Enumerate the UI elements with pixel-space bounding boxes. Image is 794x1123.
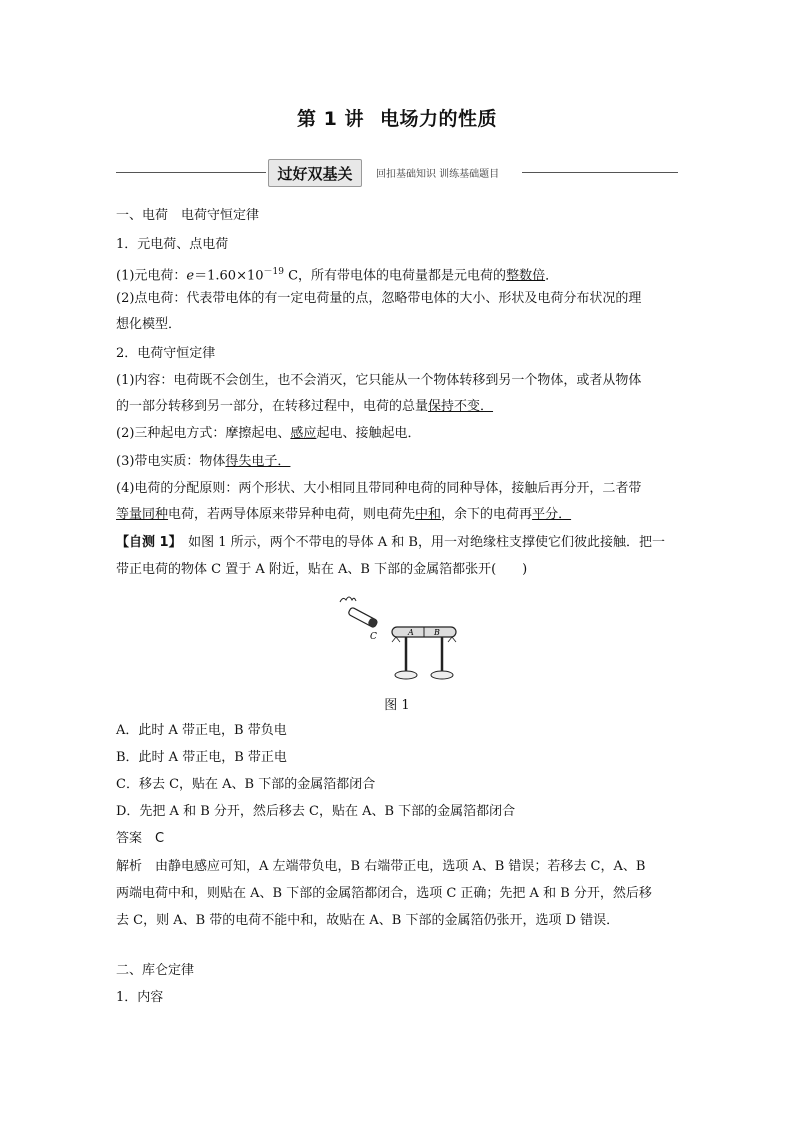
paragraph-conservation-l1: (1)内容：电荷既不会创生，也不会消灭，它只能从一个物体转移到另一个物体，或者从物体 bbox=[116, 373, 642, 388]
question-tag: 【自测 1】 bbox=[116, 535, 176, 550]
paragraph-point-charge-l1: (2)点电荷：代表带电体的有一定电荷量的点，忽略带电体的大小、形状及电荷分布状况的理 bbox=[116, 291, 642, 306]
lecture-number: 第 1 讲 bbox=[297, 108, 364, 130]
paragraph-conservation-l2: 的一部分转移到另一部分，在转移过程中，电荷的总量保持不变． bbox=[116, 399, 494, 414]
banner-subtitle: 回扣基础知识 训练基础题目 bbox=[376, 169, 500, 180]
base-right bbox=[431, 671, 453, 679]
option-b: B．此时 A 带正电，B 带正电 bbox=[116, 750, 287, 765]
paragraph-charging-essence: (3)带电实质：物体得失电子． bbox=[116, 454, 291, 469]
answer: 答案 C bbox=[116, 831, 165, 846]
banner-rule-right bbox=[522, 172, 678, 173]
page-title bbox=[0, 104, 794, 131]
explanation-l1: 解析 由静电感应可知，A 左端带负电，B 右端带正电，选项 A、B 错误；若移去 C，A、B bbox=[116, 859, 646, 874]
option-d: D．先把 A 和 B 分开，然后移去 C，贴在 A、B 下部的金属箔都闭合 bbox=[116, 804, 516, 819]
option-c: C．移去 C，贴在 A、B 下部的金属箔都闭合 bbox=[116, 777, 376, 792]
hand-icon bbox=[340, 597, 356, 602]
base-left bbox=[395, 671, 417, 679]
subheading-2: 2．电荷守恒定律 bbox=[116, 346, 216, 361]
paragraph-point-charge-l2: 想化模型． bbox=[116, 317, 182, 332]
paragraph-distribution-l2: 等量同种电荷，若两导体原来带异种电荷，则电荷先中和，余下的电荷再平分． bbox=[116, 507, 572, 522]
label-a: A bbox=[408, 628, 414, 637]
question-stem-l1: 【自测 1】 如图 1 所示，两个不带电的导体 A 和 B，用一对绝缘柱支撑使它们彼此接触．把一 bbox=[116, 535, 665, 550]
subheading-1: 1．元电荷、点电荷 bbox=[116, 237, 229, 252]
section-heading-1: 一、电荷 电荷守恒定律 bbox=[116, 208, 260, 223]
option-a: A．此时 A 带正电，B 带负电 bbox=[116, 723, 287, 738]
banner-rule-left bbox=[116, 172, 266, 173]
subheading-2-1: 1．内容 bbox=[116, 990, 164, 1005]
section-banner: 过好双基关 bbox=[268, 159, 362, 187]
section-heading-2: 二、库仑定律 bbox=[116, 963, 195, 978]
label-b: B bbox=[434, 628, 440, 637]
explanation-l2: 两端电荷中和，则贴在 A、B 下部的金属箔都闭合，选项 C 正确；先把 A 和 B 分开，然后移 bbox=[116, 886, 652, 901]
label-c: C bbox=[370, 632, 377, 642]
explanation-l3: 去 C，则 A、B 带的电荷不能中和，故贴在 A、B 下部的金属箔仍张开，选项 D 错误． bbox=[116, 913, 620, 928]
metal-foils bbox=[392, 637, 456, 642]
paragraph-elementary-charge: (1)元电荷：$e=1.60\times 10^{-19}$ C，所有带电体的电荷量都是元电荷的整数倍． bbox=[116, 267, 559, 284]
lecture-topic: 电场力的性质 bbox=[379, 108, 497, 130]
charged-rod bbox=[348, 607, 378, 628]
paragraph-charging-methods: (2)三种起电方式：摩擦起电、感应起电、接触起电． bbox=[116, 426, 421, 441]
figure-conductors bbox=[330, 590, 465, 690]
figure-caption: 图 1 bbox=[384, 698, 410, 713]
question-stem-l2: 带正电荷的物体 C 置于 A 附近，贴在 A、B 下部的金属箔都张开( ) bbox=[116, 562, 528, 577]
paragraph-distribution-l1: (4)电荷的分配原则：两个形状、大小相同且带同种电荷的同种导体，接触后再分开，二者带 bbox=[116, 481, 642, 496]
